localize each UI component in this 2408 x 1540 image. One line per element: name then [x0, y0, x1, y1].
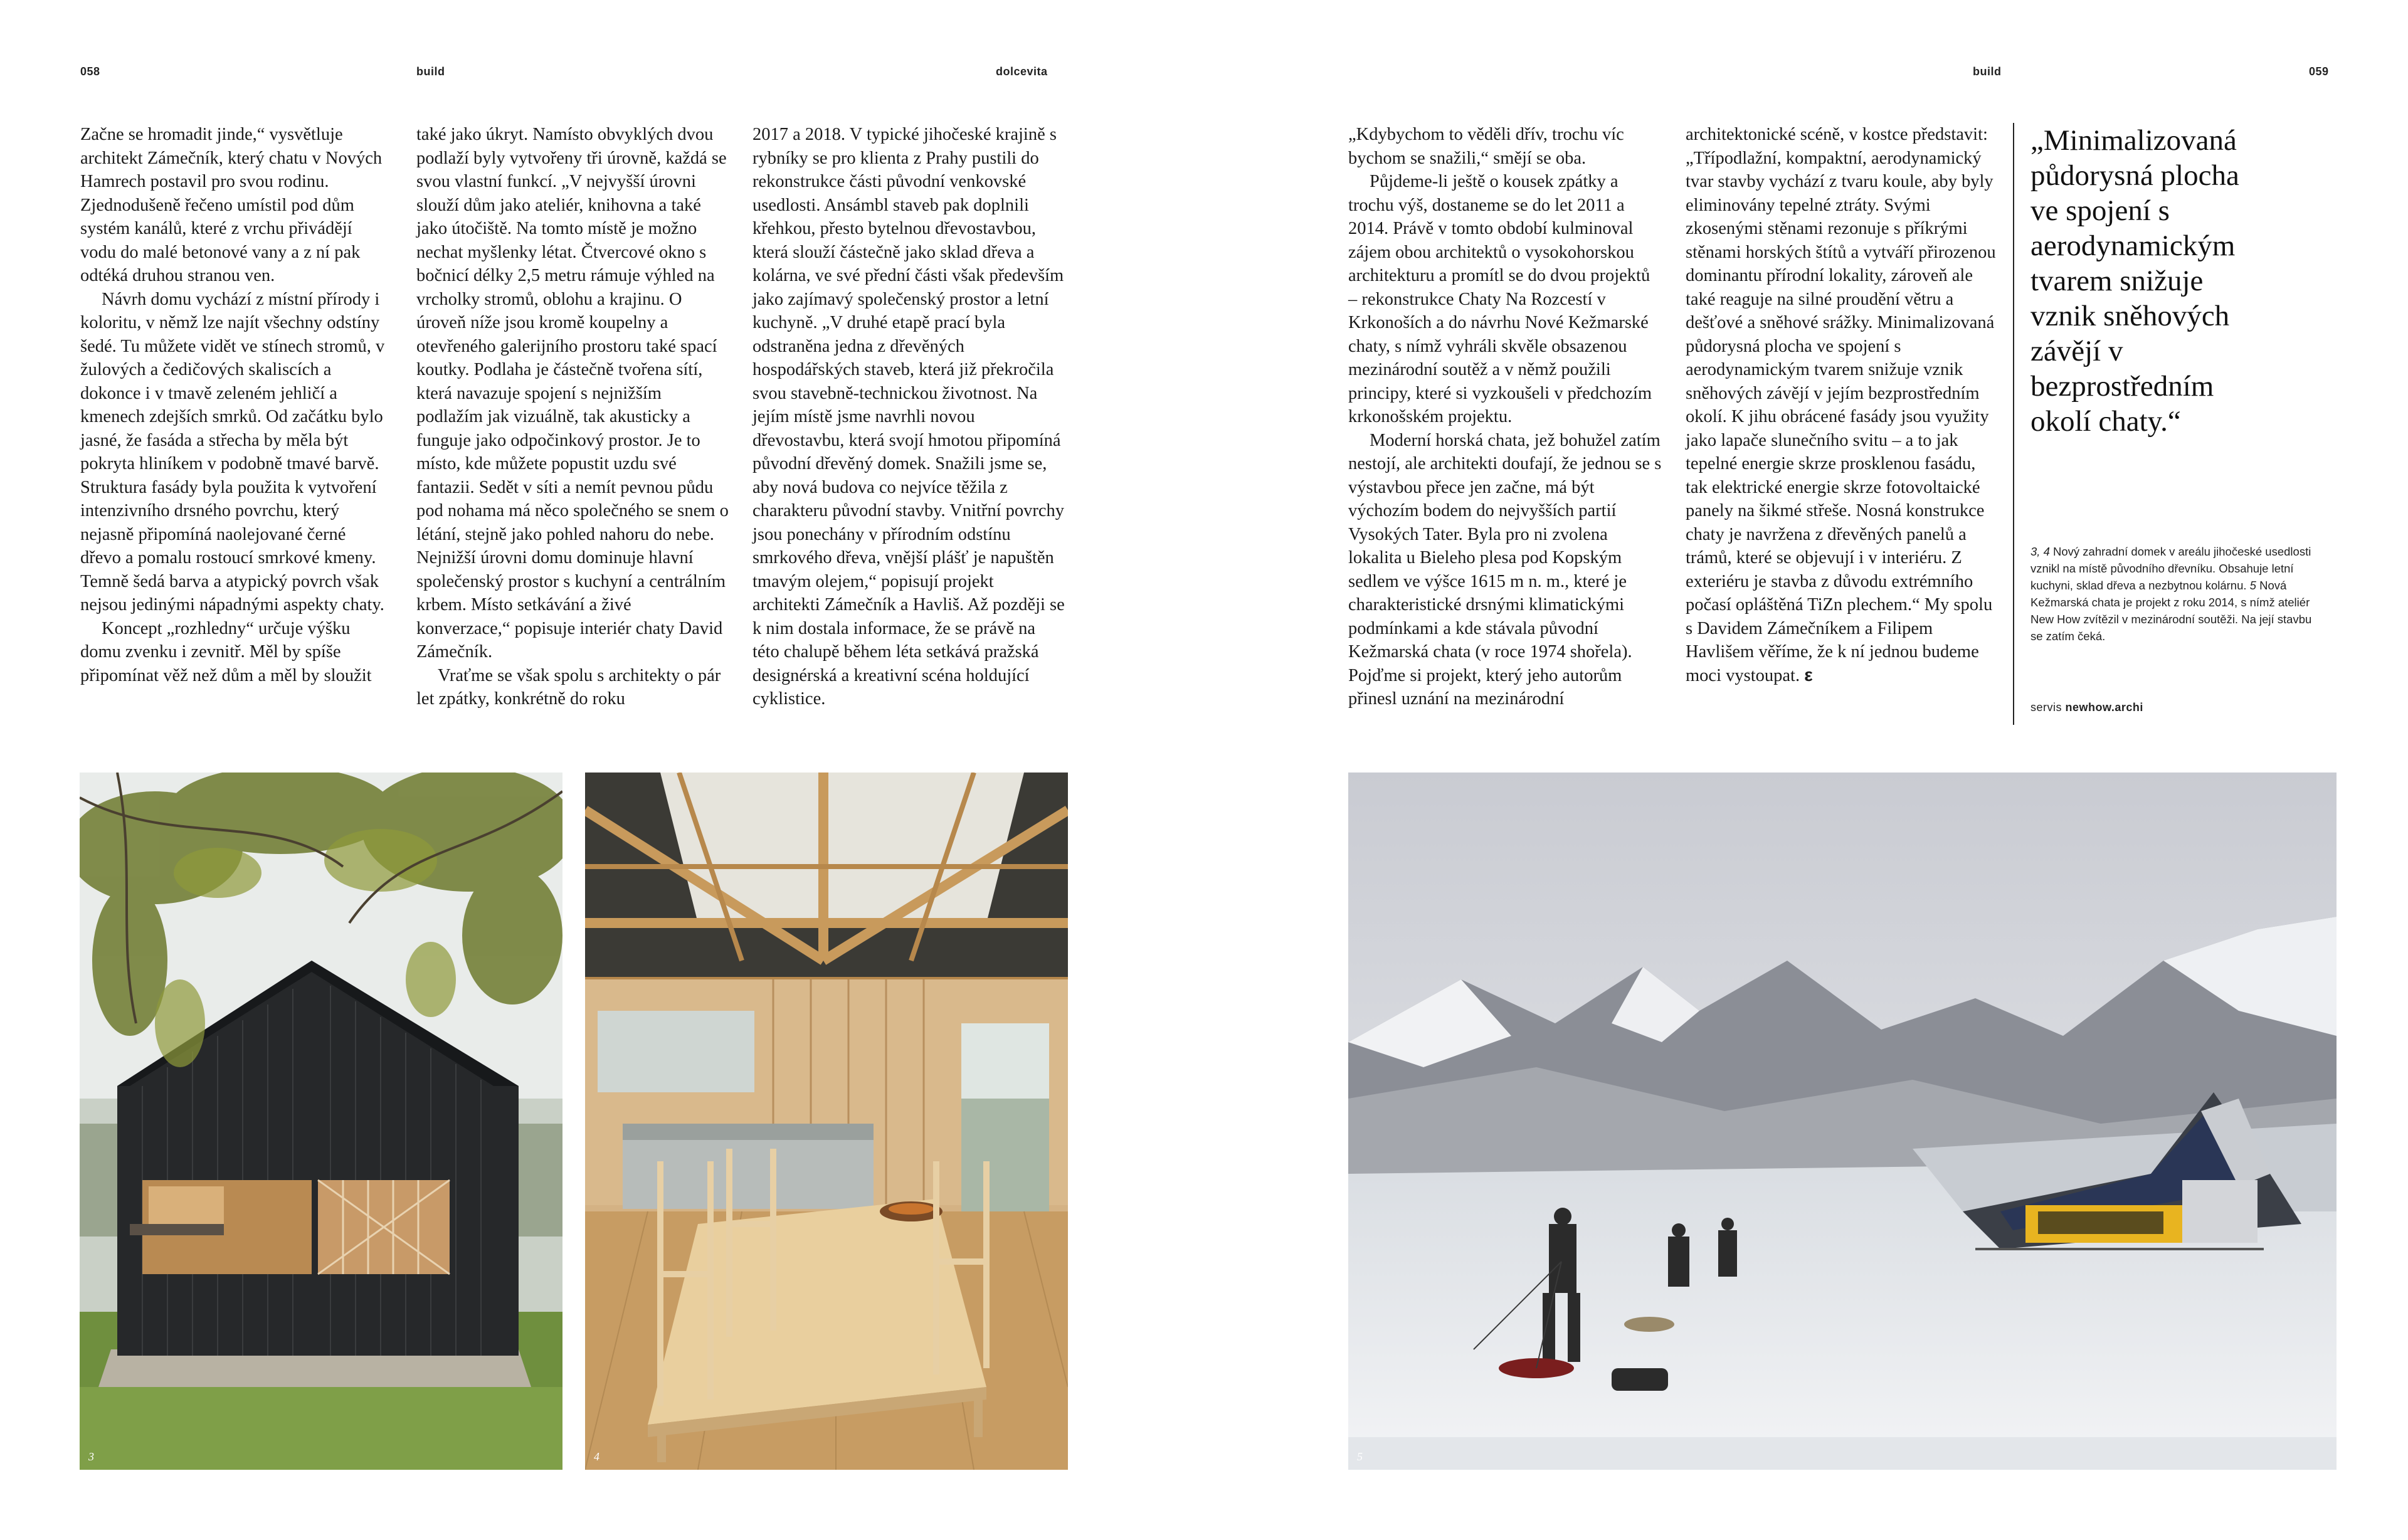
- left-section-label: build: [416, 65, 445, 78]
- photo-number: 5: [1357, 1450, 1363, 1463]
- paragraph: [1686, 123, 1999, 687]
- photo-wooden-interior: [585, 773, 1068, 1470]
- text-column-3: [752, 123, 1065, 711]
- paragraph: Vraťme se však spolu s architekty o pár let zpátky, konkrétně do roku: [416, 665, 721, 709]
- servis-website: newhow.archi: [2065, 701, 2143, 714]
- paragraph-text: architektonické scéně, v kostce představit: „Třípodlažní, kompaktní, aerodynamický tvar stavby vychází z tvaru koule, aby byly eliminovány tepelné ztráty. Svými zkosenými stěnami rezonuje s příkrými stěnami horských štítů a vytváří přirozenou dominantu přírodní lokality, zároveň ale také reaguje na silné proudění větru a dešťové a sněhové srážky. Minimalizovaná půdorysná plocha ve spojení s aerodynamickým tvarem snižuje vznik sněhových závějí v jejím bezprostředním okolí. K jihu obrácené fasády jsou využity jako lapače slunečního svitu – a to jak tepelné energie skrze prosklenou fasádu, tak elektrické energie skrze fotovoltaické panely na šikmé střeše. Nosná konstrukce chaty je navržena z dřevěných panelů a trámů, které se objevují i v interiéru. Z exteriéru je stavba z důvodu extrémního počasí opláštěná TiZn plechem.“ My spolu s Davidem Zámečníkem a Filipem Havlišem věříme, že k ní jednou budeme moci vystoupat.: [1686, 125, 1996, 685]
- paragraph: Návrh domu vychází z místní přírody i koloritu, v němž lze najít všechny odstíny šedé. Tu můžete vidět ve stínech stromů, v žulových a čedičových skaliscích a dokonce i v tmavě zeleném jehličí a kmenech zdejších smrků. Od začátku bylo jasné, že fasáda a střecha by měla být pokryta hliníkem v podobně tmavé barvě. Struktura fasády byla použita k vytvoření intenzivního drsného povrchu, který nejasně připomíná naolejované černé dřevo a pomalu rostoucí smrkové kmeny. Temně šedá barva a atypický povrch však nejsou jedinými nápadnými aspekty chaty.: [80, 289, 385, 614]
- caption-text: Nová Kežmarská chata je projekt z roku 2014, s nímž ateliér New How zvítězil v mezinárodní soutěži. Na její stavbu se zatím čeká.: [2030, 579, 2312, 643]
- column-rule: [2013, 123, 2014, 725]
- text-column-1: [80, 123, 385, 687]
- paragraph: také jako úkryt. Namísto obvyklých dvou podlaží byly vytvořeny tři úrovně, každá se svou vlastní funkcí. „V nejvyšší úrovni slouží dům jako ateliér, knihovna a také jako útočiště. Na tomto místě je možno nechat myšlenky létat. Čtvercové okno s bočnicí délky 2,5 metru rámuje výhled na vrcholky stromů, oblohu a krajinu. O úroveň níže jsou kromě koupelny a otevřeného galerijního prostoru také spací koutky. Podlaha je částečně tvořena sítí, která navazuje spojení s nejnižším podlažím jak vizuálně, tak akusticky a funguje jako odpočinkový prostor. Je to místo, kde můžete popustit uzdu své fantazii. Sedět v síti a nemít pevnou půdu pod nohama má něco společného se snem o létání, stejně jako pohled nahoru do nebe. Nejnižší úrovni domu dominuje hlavní společenský prostor s kuchyní a centrálním krbem. Místo setkávání a živé konverzace,“ popisuje interiér chaty David Zámečník.: [416, 125, 729, 662]
- paragraph: Moderní horská chata, jež bohužel zatím nestojí, ale architekti doufají, že jednou se s výstavbou přece jen začne, má být výchozím bodem do nejvyšších partií Vysokých Tater. Byla pro ni zvolena lokalita u Bieleho plesa pod Kopským sedlem ve výšce 1615 m n. m., které je charakteristické drsnými klimatickými podmínkami a kde stávala původní Kežmarská chata (v roce 1974 shořela). Pojďme si projekt, který jeho autorům přinesl uznání na mezinárodní: [1348, 430, 1662, 709]
- paragraph: Koncept „rozhledny“ určuje výšku domu zvenku i zevnitř. Měl by spíše připomínat věž než dům a měl by sloužit: [80, 618, 372, 685]
- text-column-2: [416, 123, 729, 711]
- caption-text: Nový zahradní domek v areálu jihočeské usedlosti vznikl na místě původního dřevníku. Obsahuje letní kuchyni, sklad dřeva a nezbytnou kolárnu.: [2030, 545, 2311, 592]
- paragraph: 2017 a 2018. V typické jihočeské krajině s rybníky se pro klienta z Prahy pustili do rekonstrukce části původní venkovské usedlosti. Ansámbl staveb pak doplnili křehkou, přesto bytelnou dřevostavbou, která slouží částečně jako sklad dřeva a kolárna, ve své přední části však především jako zajímavý společenský prostor a letní kuchyně. „V druhé etapě prací byla odstraněna jedna z dřevěných hospodářských staveb, která již překročila svou stavebně-technickou životnost. Na jejím místě jsme navrhli novou dřevostavbu, která svojí hmotou připomíná původní dřevěný domek. Snažili jsme se, aby nová budova co nejvíce těžila z charakteru původní stavby. Vnitřní povrchy jsou ponechány v přírodním odstínu smrkového dřeva, vnější plášť je napuštěn tmavým olejem,“ popisují projekt architekti Zámečník a Havliš. Až později se k nim dostala informace, že se právě na této chalupě během léta setkává pražská designérská a kreativní scéna holdující cyklistice.: [752, 125, 1065, 709]
- right-section-label: build: [1973, 65, 2002, 78]
- right-page-number: 059: [2309, 65, 2329, 78]
- text-column-5: [1686, 123, 1999, 687]
- end-mark: ε: [1804, 665, 1813, 685]
- photo-mountain-hut-render: [1348, 773, 2337, 1470]
- servis-label: servis: [2030, 701, 2062, 714]
- pull-quote: „Minimalizovaná půdorysná plocha ve spojení s aerodynamickým tvarem snižuje vznik sněhových závějí v bezprostředním okolí chaty.“: [2030, 124, 2239, 438]
- photo-number: 4: [594, 1450, 599, 1463]
- caption-numbers: 3, 4: [2030, 545, 2050, 558]
- photo-black-garden-house: [80, 773, 562, 1470]
- caption-number: 5: [2249, 579, 2256, 592]
- photo-number: 3: [88, 1450, 94, 1463]
- paragraph: Půjdeme-li ještě o kousek zpátky a trochu výš, dostaneme se do let 2011 a 2014. Právě v tomto období kulminoval zájem obou architektů o vysokohorskou architekturu a promítl se do dvou projektů – rekonstrukce Chaty Na Rozcestí v Krkonoších a do návrhu Nové Kežmarské chaty, s nímž vyhráli skvěle obsazenou mezinárodní soutěž a v němž použili principy, které si vyzkoušeli v předchozím krkonošském projektu.: [1348, 172, 1652, 426]
- magazine-name: dolcevita: [996, 65, 1048, 78]
- left-page-number: 058: [80, 65, 100, 78]
- photo-caption: [2030, 543, 2325, 645]
- servis-line: [2030, 701, 2143, 714]
- text-column-4: [1348, 123, 1662, 711]
- paragraph: Začne se hromadit jinde,“ vysvětluje architekt Zámečník, který chatu v Nových Hamrech postavil pro svou rodinu. Zjednodušeně řečeno umístil pod dům systém kanálů, které z vrchu přivádějí vodu do malé betonové vany a z ní pak odtéká druhou stranou ven.: [80, 125, 383, 285]
- paragraph: „Kdybychom to věděli dřív, trochu víc bychom se snažili,“ smějí se oba.: [1348, 125, 1624, 168]
